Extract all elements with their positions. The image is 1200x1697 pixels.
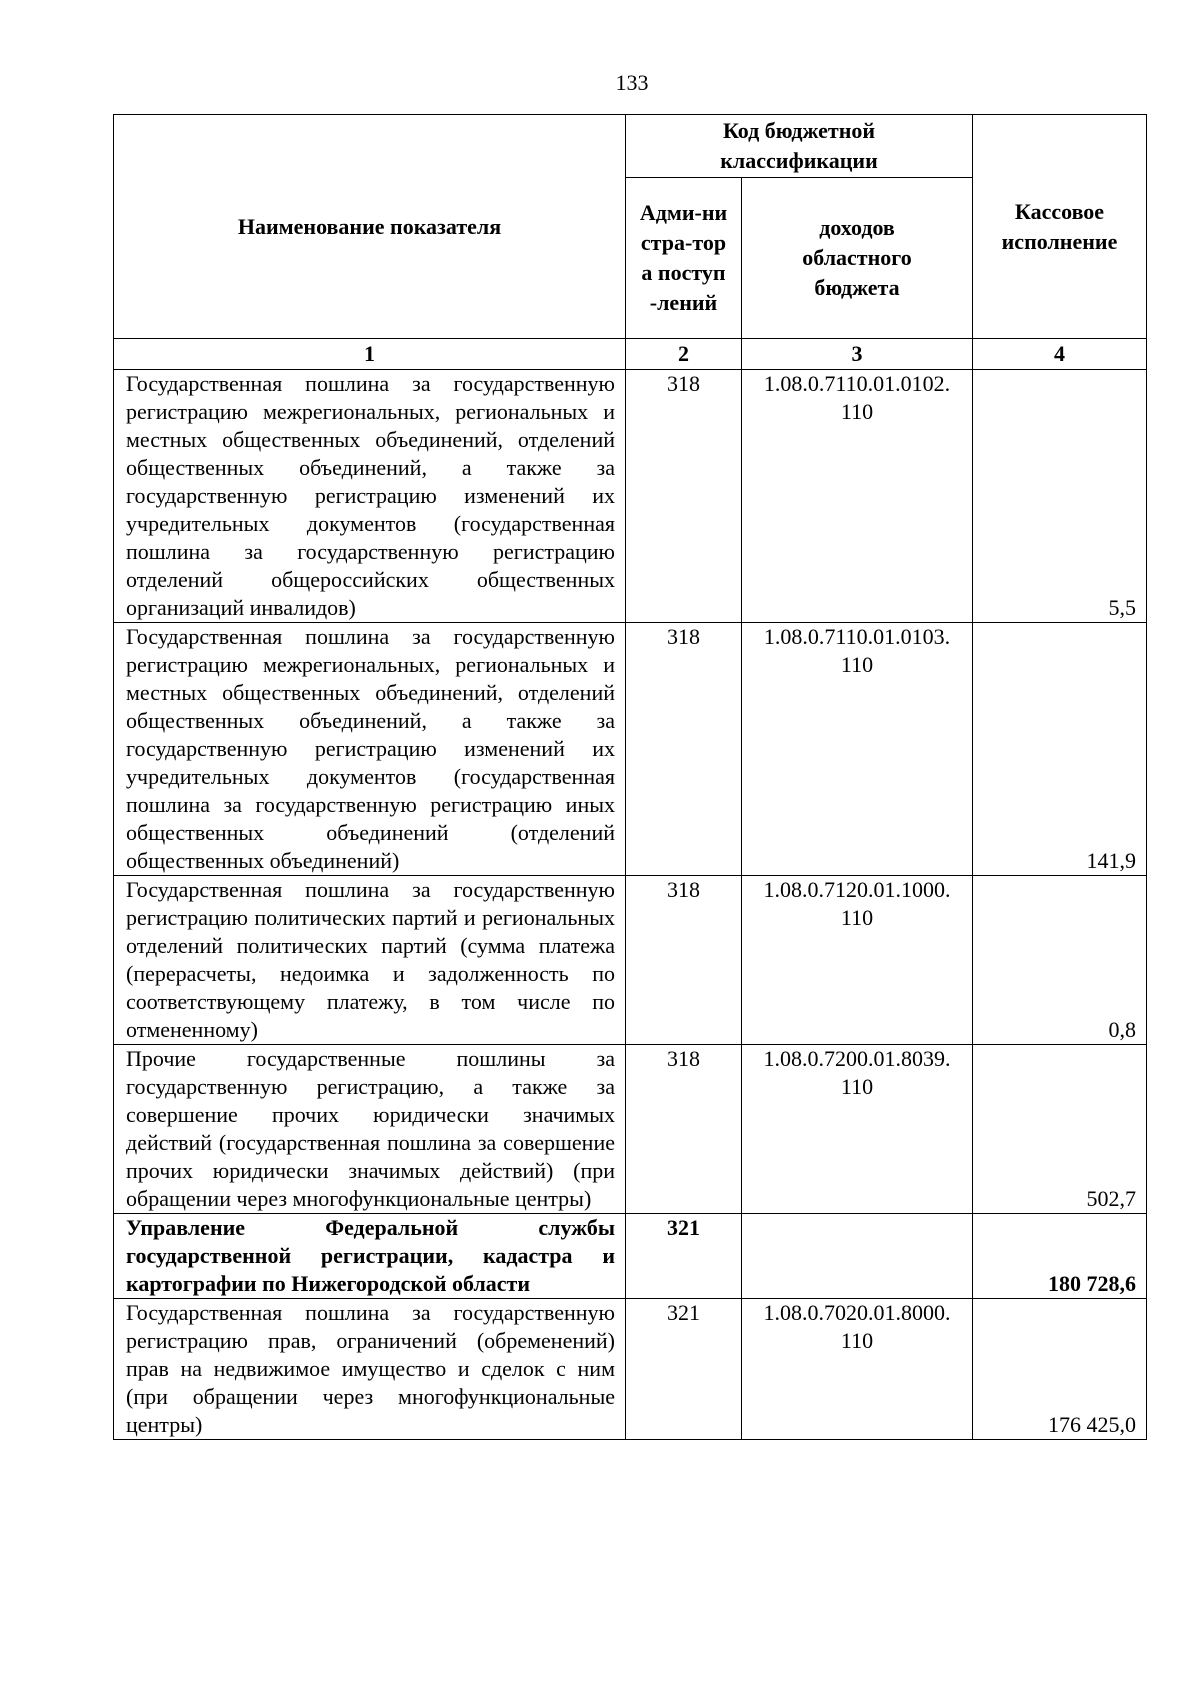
table-row (114, 1299, 1147, 1440)
row-cash-execution: 5,5 (973, 370, 1147, 623)
header-exec-text: Кассовое исполнение (1001, 198, 1118, 254)
row-admin-code: 321 (626, 1214, 742, 1299)
row-admin-code: 321 (626, 1299, 742, 1440)
row-budget-code: 1.08.0.7020.01.8000. 110 (742, 1299, 973, 1440)
table-row-administrator-total (114, 1214, 1147, 1299)
row-indicator-name: Государственная пошлина за государственную регистрацию межрегиональных, региональных и местных общественных объединений, отделений общественных объединений, а также за государственную регистрацию изменений их учредительных документов (государственная пошлина за государственную регистрацию отделений общероссийских общественных организаций инвалидов) (114, 370, 626, 623)
column-number-4: 4 (973, 339, 1147, 370)
row-admin-code: 318 (626, 623, 742, 876)
header-kbk-text: Код бюджетной классификации (720, 118, 878, 173)
header-cash-execution (973, 115, 1147, 339)
row-indicator-name: Управление Федеральной службы государственной регистрации, кадастра и картографии по Нижегородской области (114, 1214, 626, 1299)
header-regional-budget-income (742, 178, 973, 339)
table-row (114, 623, 1147, 876)
header-revenue-administrator (626, 178, 742, 339)
page-number: 133 (615, 70, 649, 95)
column-number-2: 2 (626, 339, 742, 370)
row-cash-execution: 176 425,0 (973, 1299, 1147, 1440)
header-indicator-name: Наименование показателя (114, 115, 626, 339)
header-admin-text: Адми-нистра-тора поступ-лений (639, 200, 728, 315)
row-indicator-name: Государственная пошлина за государственную регистрацию политических партий и региональных отделений политических партий (сумма платежа (перерасчеты, недоимка и задолженность по соответствующему платежу, в том числе по отмененному) (114, 876, 626, 1045)
row-admin-code: 318 (626, 876, 742, 1045)
row-cash-execution: 180 728,6 (973, 1214, 1147, 1299)
row-indicator-name: Государственная пошлина за государственную регистрацию межрегиональных, региональных и местных общественных объединений, отделений общественных объединений, а также за государственную регистрацию изменений их учредительных документов (государственная пошлина за государственную регистрацию иных общественных объединений (отделений общественных объединений) (114, 623, 626, 876)
row-budget-code: 1.08.0.7200.01.8039. 110 (742, 1045, 973, 1214)
table-row (114, 1045, 1147, 1214)
row-indicator-name: Государственная пошлина за государственную регистрацию прав, ограничений (обременений) прав на недвижимое имущество и сделок с ним (при обращении через многофункциональные центры) (114, 1299, 626, 1440)
row-budget-code: 1.08.0.7120.01.1000. 110 (742, 876, 973, 1045)
row-budget-code: 1.08.0.7110.01.0103. 110 (742, 623, 973, 876)
budget-revenue-table (113, 114, 1147, 1440)
row-cash-execution: 0,8 (973, 876, 1147, 1045)
header-budget-classification-code (626, 115, 973, 178)
row-indicator-name: Прочие государственные пошлины за государственную регистрацию, а также за совершение прочих юридически значимых действий (государственная пошлина за совершение прочих юридически значимых действий) (при обращении через многофункциональные центры) (114, 1045, 626, 1214)
header-income-text: доходов областного бюджета (802, 215, 912, 300)
table-row (114, 370, 1147, 623)
row-budget-code: 1.08.0.7110.01.0102. 110 (742, 370, 973, 623)
row-cash-execution: 502,7 (973, 1045, 1147, 1214)
table-row (114, 876, 1147, 1045)
row-admin-code: 318 (626, 1045, 742, 1214)
row-admin-code: 318 (626, 370, 742, 623)
row-budget-code (742, 1214, 973, 1299)
column-number-1: 1 (114, 339, 626, 370)
row-cash-execution: 141,9 (973, 623, 1147, 876)
column-number-3: 3 (742, 339, 973, 370)
